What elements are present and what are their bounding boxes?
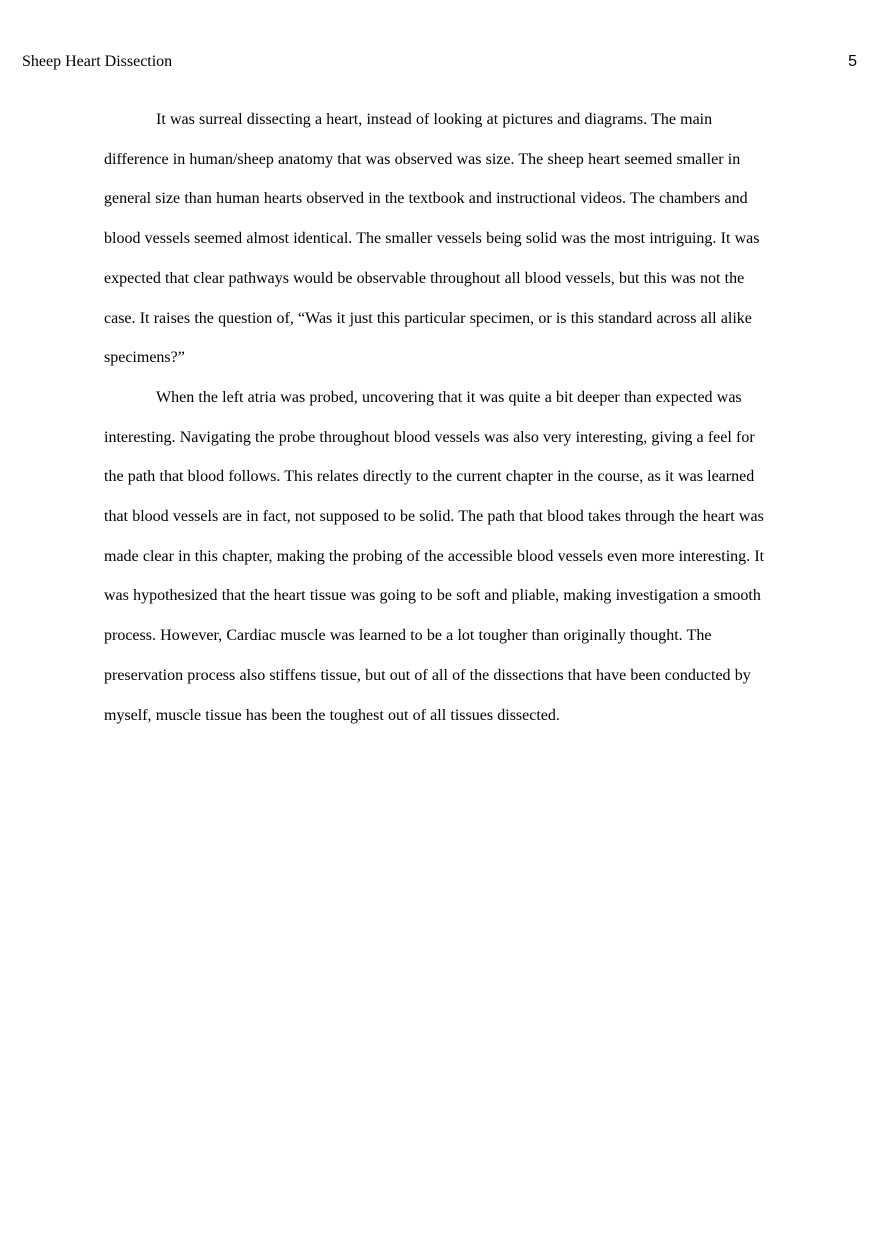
running-head: Sheep Heart Dissection — [22, 53, 173, 70]
paragraph-1: It was surreal dissecting a heart, instead of looking at pictures and diagrams. The main difference in human/sheep anatomy that was observed was size. The sheep heart seemed smaller in general size than human hearts observed in the textbook and instructional videos. The chambers and blood vessels seemed almost identical. The smaller vessels being solid was the most intriguing. It was expected that clear pathways would be observable throughout all blood vessels, but this was not the case. It raises the question of, “Was it just this particular specimen, or is this standard across all alike specimens?” — [104, 111, 760, 367]
body-text — [104, 100, 778, 735]
paragraph-2: When the left atria was probed, uncovering that it was quite a bit deeper than expected was interesting. Navigating the probe throughout blood vessels was also very interesting, giving a feel for the path that blood follows. This relates directly to the current chapter in the course, as it was learned that blood vessels are in fact, not supposed to be solid. The path that blood takes through the heart was made clear in this chapter, making the probing of the accessible blood vessels even more interesting. It was hypothesized that the heart tissue was going to be soft and pliable, making investigation a smooth process. However, Cardiac muscle was learned to be a lot tougher than originally thought. The preservation process also stiffens tissue, but out of all of the dissections that have been conducted by myself, muscle tissue has been the toughest out of all tissues dissected. — [104, 388, 765, 724]
page-number: 5 — [848, 53, 857, 70]
